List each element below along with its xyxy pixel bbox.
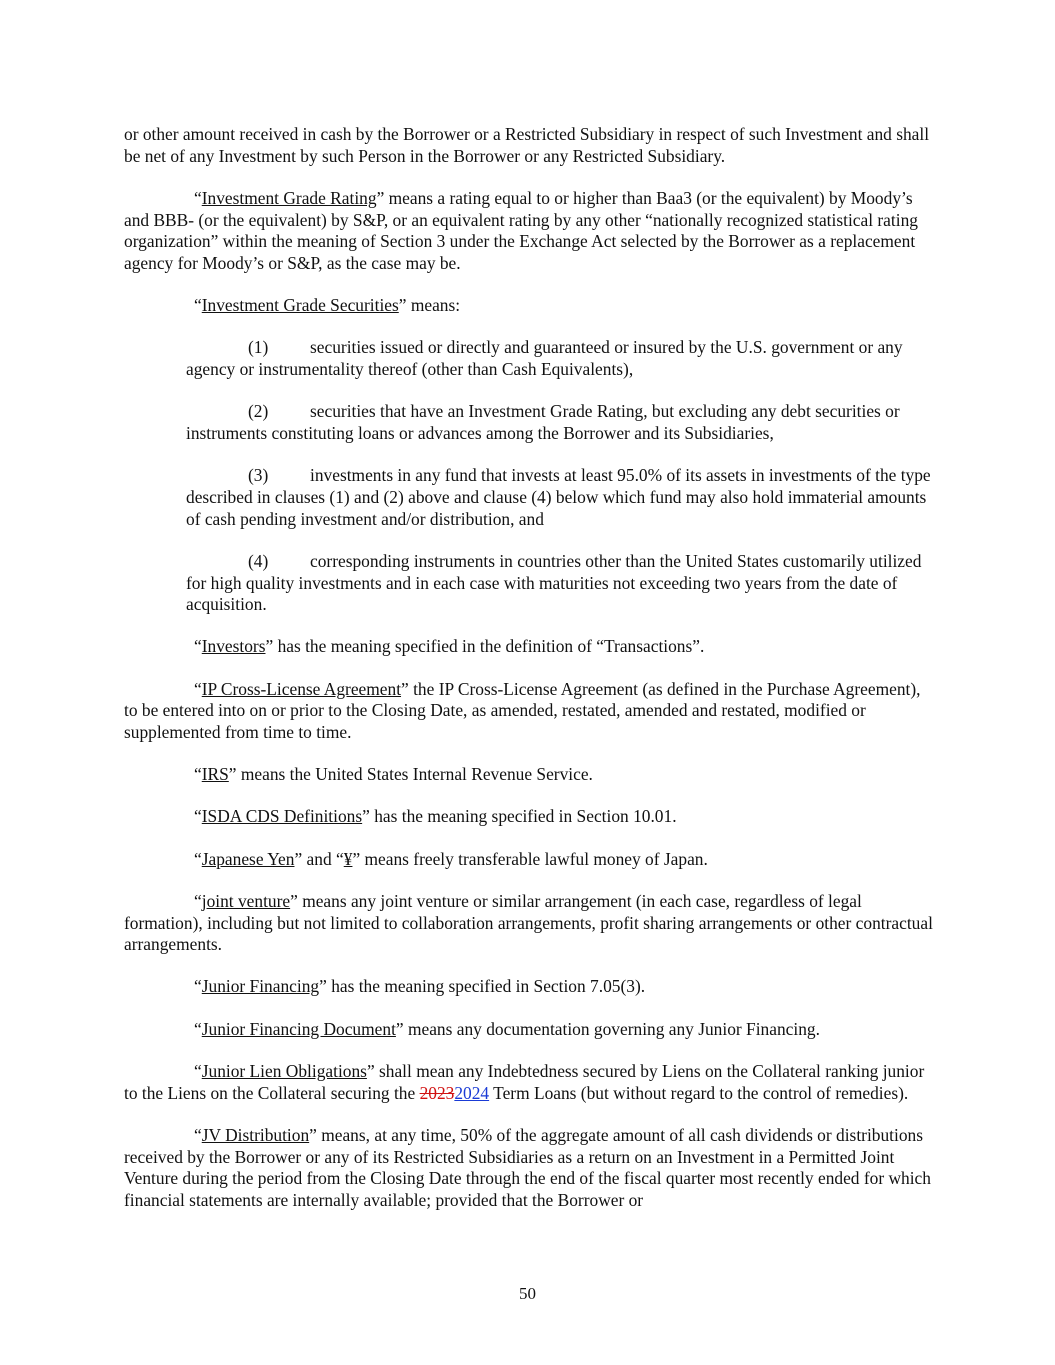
clause-number: (2) (248, 401, 269, 422)
defined-term: JV Distribution (201, 1124, 310, 1145)
defined-term: ISDA CDS Definitions (201, 806, 363, 827)
inserted-text: 2024 (454, 1082, 490, 1103)
clause-3: (3) investments in any fund that invests at least 95.0% of its assets in investments of the type described in clauses (1) and (2) above and clause (4) below which fund may also hold immaterial amounts of cash pending investment and/or distribution, and (186, 465, 931, 529)
defined-term: joint venture (201, 890, 291, 911)
definition-junior-financing: “Junior Financing” has the meaning specified in Section 7.05(3). (194, 976, 646, 997)
definition-investors: “Investors” has the meaning specified in the definition of “Transactions”. (194, 636, 705, 657)
definition-junior-financing-document: “Junior Financing Document” means any documentation governing any Junior Financing. (194, 1018, 820, 1039)
clause-4: (4) corresponding instruments in countries other than the United States customarily utilized for high quality investments and in each case with maturities not exceeding two years from the date of acquisition. (186, 550, 922, 615)
definition-ip-cross-license-agreement: “IP Cross-License Agreement” the IP Cross-License Agreement (as defined in the Purchase Agreement), to be entered into on or prior to the Closing Date, as amended, restated, amended and restated, modified or supplemented from time to time. (124, 678, 921, 743)
clause-2: (2) securities that have an Investment Grade Rating, but excluding any debt securities or instruments constituting loans or advances among the Borrower and its Subsidiaries, (186, 401, 900, 444)
defined-term: Junior Financing Document (201, 1018, 396, 1039)
deleted-text: 2023 (419, 1082, 455, 1103)
defined-term: IRS (201, 764, 229, 785)
definition-isda-cds-definitions: “ISDA CDS Definitions” has the meaning specified in Section 10.01. (194, 806, 677, 827)
document-page (124, 124, 934, 1232)
definition-irs: “IRS” means the United States Internal Revenue Service. (194, 764, 593, 785)
definition-investment-grade-rating: “Investment Grade Rating” means a rating equal to or higher than Baa3 (or the equivalent) by Moody’s and BBB- (or the equivalent) by S&P, or an equivalent rating by any other “nationally recognized statistical rating organization” within the meaning of Section 3 under the Exchange Act selected by the Borrower as a replacement agency for Moody’s or S&P, as the case may be. (124, 187, 918, 274)
clause-number: (1) (248, 337, 269, 358)
defined-term: Investors (201, 636, 266, 657)
page-number: 50 (519, 1284, 536, 1303)
definition-joint-venture: “joint venture” means any joint venture or similar arrangement (in each case, regardless of legal formation), including but not limited to collaboration arrangements, profit sharing arrangements or other contractual arrangements. (124, 890, 933, 955)
clause-number: (4) (248, 550, 269, 571)
defined-term: Investment Grade Securities (201, 295, 399, 316)
defined-term-symbol: ¥ (343, 848, 353, 869)
defined-term: IP Cross-License Agreement (201, 678, 402, 699)
clause-number: (3) (248, 465, 269, 486)
defined-term: Junior Financing (201, 976, 320, 997)
definition-investment-grade-securities: “Investment Grade Securities” means: (194, 295, 461, 316)
defined-term: Japanese Yen (201, 848, 295, 869)
definition-japanese-yen: “Japanese Yen” and “¥” means freely transferable lawful money of Japan. (194, 848, 708, 869)
clause-1: (1) securities issued or directly and guaranteed or insured by the U.S. government or any agency or instrumentality thereof (other than Cash Equivalents), (186, 337, 903, 380)
definition-jv-distribution: “JV Distribution” means, at any time, 50% of the aggregate amount of all cash dividends or distributions received by the Borrower or any of its Restricted Subsidiaries as a return on an Investment in a Permitted Joint Venture during the period from the Closing Date through the end of the fiscal quarter most recently ended for which financial statements are internally available; provided that the Borrower or (124, 1124, 931, 1210)
paragraph-continuation: or other amount received in cash by the Borrower or a Restricted Subsidiary in respect of such Investment and shall be net of any Investment by such Person in the Borrower or any Restricted Subsidiary. (124, 124, 930, 166)
definition-junior-lien-obligations: “Junior Lien Obligations” shall mean any Indebtedness secured by Liens on the Collateral ranking junior to the Liens on the Collateral securing the 20232024 Term Loans (but without regard to the control of remedies). (124, 1060, 925, 1103)
defined-term: Investment Grade Rating (201, 187, 377, 208)
defined-term: Junior Lien Obligations (201, 1060, 367, 1081)
